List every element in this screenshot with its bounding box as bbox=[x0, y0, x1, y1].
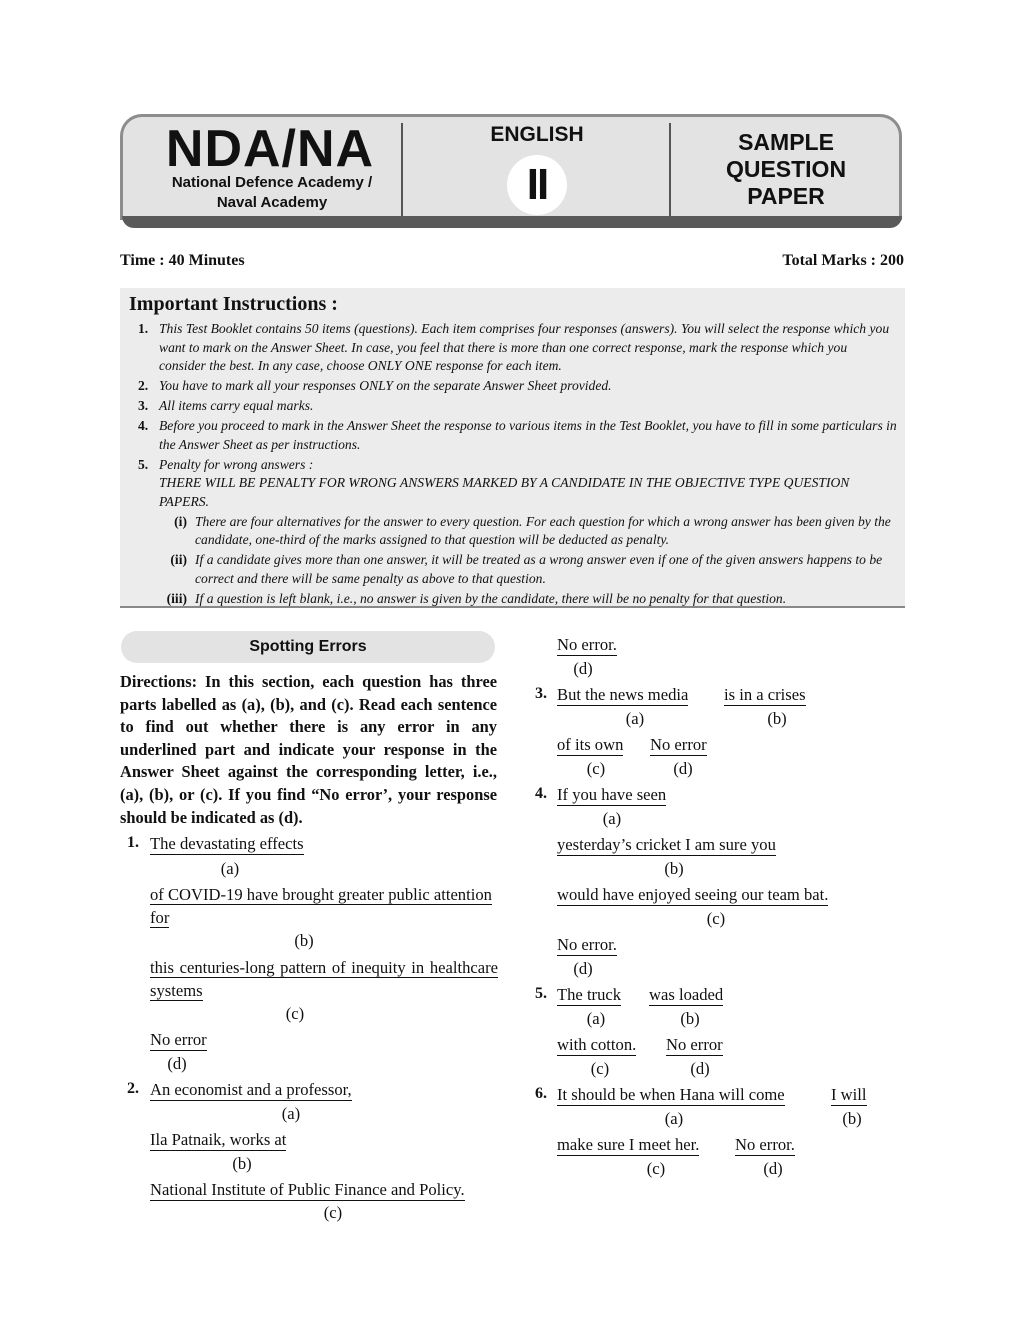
label-b: (b) bbox=[767, 709, 787, 728]
label-d: (d) bbox=[690, 1059, 710, 1078]
question-5-part-a bbox=[557, 984, 621, 1006]
label-b: (b) bbox=[680, 1009, 700, 1028]
part-d-text: No error bbox=[666, 1035, 723, 1054]
part-a-text: The truck bbox=[557, 985, 622, 1004]
instruction-sub-number: (ii) bbox=[170, 552, 187, 567]
part-b-text: Ila Patnaik, works at bbox=[150, 1130, 287, 1149]
label-b: (b) bbox=[232, 1154, 252, 1173]
question-3-part-b bbox=[724, 684, 806, 706]
label-d: (d) bbox=[167, 1054, 187, 1073]
instruction-sub-item bbox=[120, 551, 905, 588]
instruction-item bbox=[120, 456, 905, 512]
instruction-number: 1. bbox=[138, 321, 149, 336]
question-2-part-d bbox=[557, 634, 617, 656]
question-1-part-b bbox=[150, 883, 498, 929]
brand-subtitle bbox=[139, 173, 405, 213]
instruction-text: You have to mark all your responses ONLY on the separate Answer Sheet provided. bbox=[159, 378, 612, 393]
part-a-text: The devastating effects bbox=[150, 834, 304, 853]
instruction-text: All items carry equal marks. bbox=[159, 398, 314, 413]
instruction-text: This Test Booklet contains 50 items (questions). Each item comprises four responses (answers). You will select the response which you want to mark on the Answer Sheet. In case, you feel that there is more than one correct response, mark the response which you consider the best. In any case, choose ONLY ONE response for each item. bbox=[159, 321, 890, 373]
subject-title: ENGLISH bbox=[490, 123, 584, 146]
total-marks-label: Total Marks : 200 bbox=[782, 252, 904, 269]
instruction-sub-number: (i) bbox=[174, 513, 187, 529]
part-d-text: No error. bbox=[735, 1135, 795, 1154]
label-d: (d) bbox=[573, 659, 593, 678]
part-d-text: No error. bbox=[557, 935, 617, 954]
question-3-part-d bbox=[650, 734, 707, 756]
paper-number-badge: II bbox=[507, 155, 567, 215]
instructions-list bbox=[120, 320, 905, 610]
question-2-part-b bbox=[150, 1129, 286, 1151]
part-a-text: But the news media bbox=[557, 685, 689, 704]
instruction-text: Penalty for wrong answers : bbox=[159, 456, 314, 472]
part-c-text: this centuries-long pattern of inequity in healthcare systems bbox=[150, 958, 498, 1000]
part-b-text: of COVID-19 have brought greater public attention for bbox=[150, 885, 492, 927]
instruction-number: 4. bbox=[138, 418, 149, 433]
question-2-part-a bbox=[150, 1079, 352, 1101]
instruction-number: 2. bbox=[138, 378, 149, 393]
question-1-part-d bbox=[150, 1029, 207, 1051]
label-a: (a) bbox=[586, 1009, 606, 1028]
part-d-text: No error bbox=[650, 735, 707, 754]
question-number: 1. bbox=[127, 834, 139, 851]
sample-line-1: SAMPLE bbox=[738, 129, 834, 155]
label-b: (b) bbox=[294, 931, 314, 950]
part-a-text: If you have seen bbox=[557, 785, 667, 804]
part-b-text: I will bbox=[831, 1085, 867, 1104]
part-c-text: with cotton. bbox=[557, 1035, 637, 1054]
question-4-part-c bbox=[557, 884, 828, 906]
instruction-number: 3. bbox=[138, 398, 149, 413]
label-c: (c) bbox=[646, 1159, 666, 1178]
sample-paper-label bbox=[671, 129, 901, 210]
question-number: 6. bbox=[535, 1085, 547, 1102]
brand-subtitle-line-2: Naval Academy bbox=[216, 194, 328, 211]
instructions-heading: Important Instructions : bbox=[129, 293, 338, 315]
label-c: (c) bbox=[706, 909, 726, 928]
instruction-item bbox=[120, 320, 905, 376]
question-4-part-d bbox=[557, 934, 617, 956]
instruction-text-penalty: THERE WILL BE PENALTY FOR WRONG ANSWERS MARKED BY A CANDIDATE IN THE OBJECTIVE TYPE QUESTION PAPERS. bbox=[159, 475, 850, 509]
question-4-part-b bbox=[557, 834, 776, 856]
label-d: (d) bbox=[673, 759, 693, 778]
part-a-text: It should be when Hana will come bbox=[557, 1085, 785, 1104]
sample-line-3: PAPER bbox=[747, 183, 825, 209]
instruction-sub-text: If a question is left blank, i.e., no answer is given by the candidate, there will be no penalty for that question. bbox=[195, 590, 787, 606]
question-5-part-d bbox=[666, 1034, 723, 1056]
question-1-part-a bbox=[150, 833, 304, 855]
part-d-text: No error. bbox=[557, 635, 617, 654]
instruction-number: 5. bbox=[138, 456, 149, 472]
question-4-part-a bbox=[557, 784, 666, 806]
banner-base bbox=[122, 216, 902, 228]
label-a: (a) bbox=[602, 809, 622, 828]
question-6-part-a bbox=[557, 1084, 785, 1106]
question-2-part-c bbox=[150, 1179, 465, 1201]
time-label: Time : 40 Minutes bbox=[120, 252, 245, 269]
label-d: (d) bbox=[573, 959, 593, 978]
instruction-item bbox=[120, 417, 905, 454]
question-6-part-b bbox=[831, 1084, 867, 1106]
question-3-part-c bbox=[557, 734, 623, 756]
label-a: (a) bbox=[281, 1104, 301, 1123]
question-3-part-a bbox=[557, 684, 688, 706]
instruction-text: Before you proceed to mark in the Answer Sheet the response to various items in the Test Booklet, you have to fill in some particulars in the Answer Sheet as per instructions. bbox=[159, 418, 897, 452]
instruction-item bbox=[120, 377, 905, 396]
label-a: (a) bbox=[625, 709, 645, 728]
section-title: Spotting Errors bbox=[121, 631, 495, 663]
label-d: (d) bbox=[763, 1159, 783, 1178]
brand-title: NDA/NA bbox=[165, 120, 375, 178]
label-c: (c) bbox=[323, 1203, 343, 1222]
section-directions: Directions: In this section, each question has three parts labelled as (a), (b), and (c). Read each sentence to find out whether there is any error in any underlined part and indicate your response in the Answer Sheet against the corresponding letter, i.e., (a), (b), or (c). If you find “No error’, your response should be indicated as (d). bbox=[120, 672, 497, 827]
question-number: 5. bbox=[535, 985, 547, 1002]
question-number: 2. bbox=[127, 1080, 139, 1097]
part-b-text: is in a crises bbox=[724, 685, 806, 704]
label-a: (a) bbox=[664, 1109, 684, 1128]
question-1-part-c bbox=[150, 956, 498, 1002]
label-c: (c) bbox=[586, 759, 606, 778]
part-c-text: National Institute of Public Finance and Policy. bbox=[150, 1180, 465, 1199]
part-b-text: yesterday’s cricket I am sure you bbox=[557, 835, 776, 854]
label-c: (c) bbox=[285, 1004, 305, 1023]
instruction-sub-number: (iii) bbox=[166, 590, 187, 606]
question-5-part-c bbox=[557, 1034, 636, 1056]
instruction-sub-item bbox=[120, 590, 905, 609]
instruction-sub-item bbox=[120, 513, 905, 550]
question-5-part-b bbox=[649, 984, 723, 1006]
question-6-part-c bbox=[557, 1134, 699, 1156]
label-a: (a) bbox=[220, 859, 240, 878]
part-c-text: would have enjoyed seeing our team bat. bbox=[557, 885, 829, 904]
sample-line-2: QUESTION bbox=[725, 156, 847, 182]
brand-subtitle-line-1: National Defence Academy / bbox=[171, 174, 373, 191]
part-c-text: make sure I meet her. bbox=[557, 1135, 700, 1154]
part-d-text: No error bbox=[150, 1030, 207, 1049]
instructions-box bbox=[120, 288, 905, 608]
label-b: (b) bbox=[842, 1109, 862, 1128]
label-b: (b) bbox=[664, 859, 684, 878]
part-a-text: An economist and a professor, bbox=[150, 1080, 352, 1099]
instruction-sub-text: If a candidate gives more than one answer, it will be treated as a wrong answer even if one of the given answers happens to be correct and there will be same penalty as above to that question. bbox=[195, 552, 883, 586]
header-banner bbox=[120, 114, 902, 220]
question-number: 3. bbox=[535, 685, 547, 702]
part-c-text: of its own bbox=[557, 735, 624, 754]
instruction-item bbox=[120, 397, 905, 416]
label-c: (c) bbox=[590, 1059, 610, 1078]
question-6-part-d bbox=[735, 1134, 795, 1156]
question-number: 4. bbox=[535, 785, 547, 802]
part-b-text: was loaded bbox=[649, 985, 724, 1004]
instruction-sub-text: There are four alternatives for the answer to every question. For each question for which a wrong answer has been given by the candidate, one-third of the marks assigned to that question will be deducted as penalty. bbox=[195, 513, 891, 547]
